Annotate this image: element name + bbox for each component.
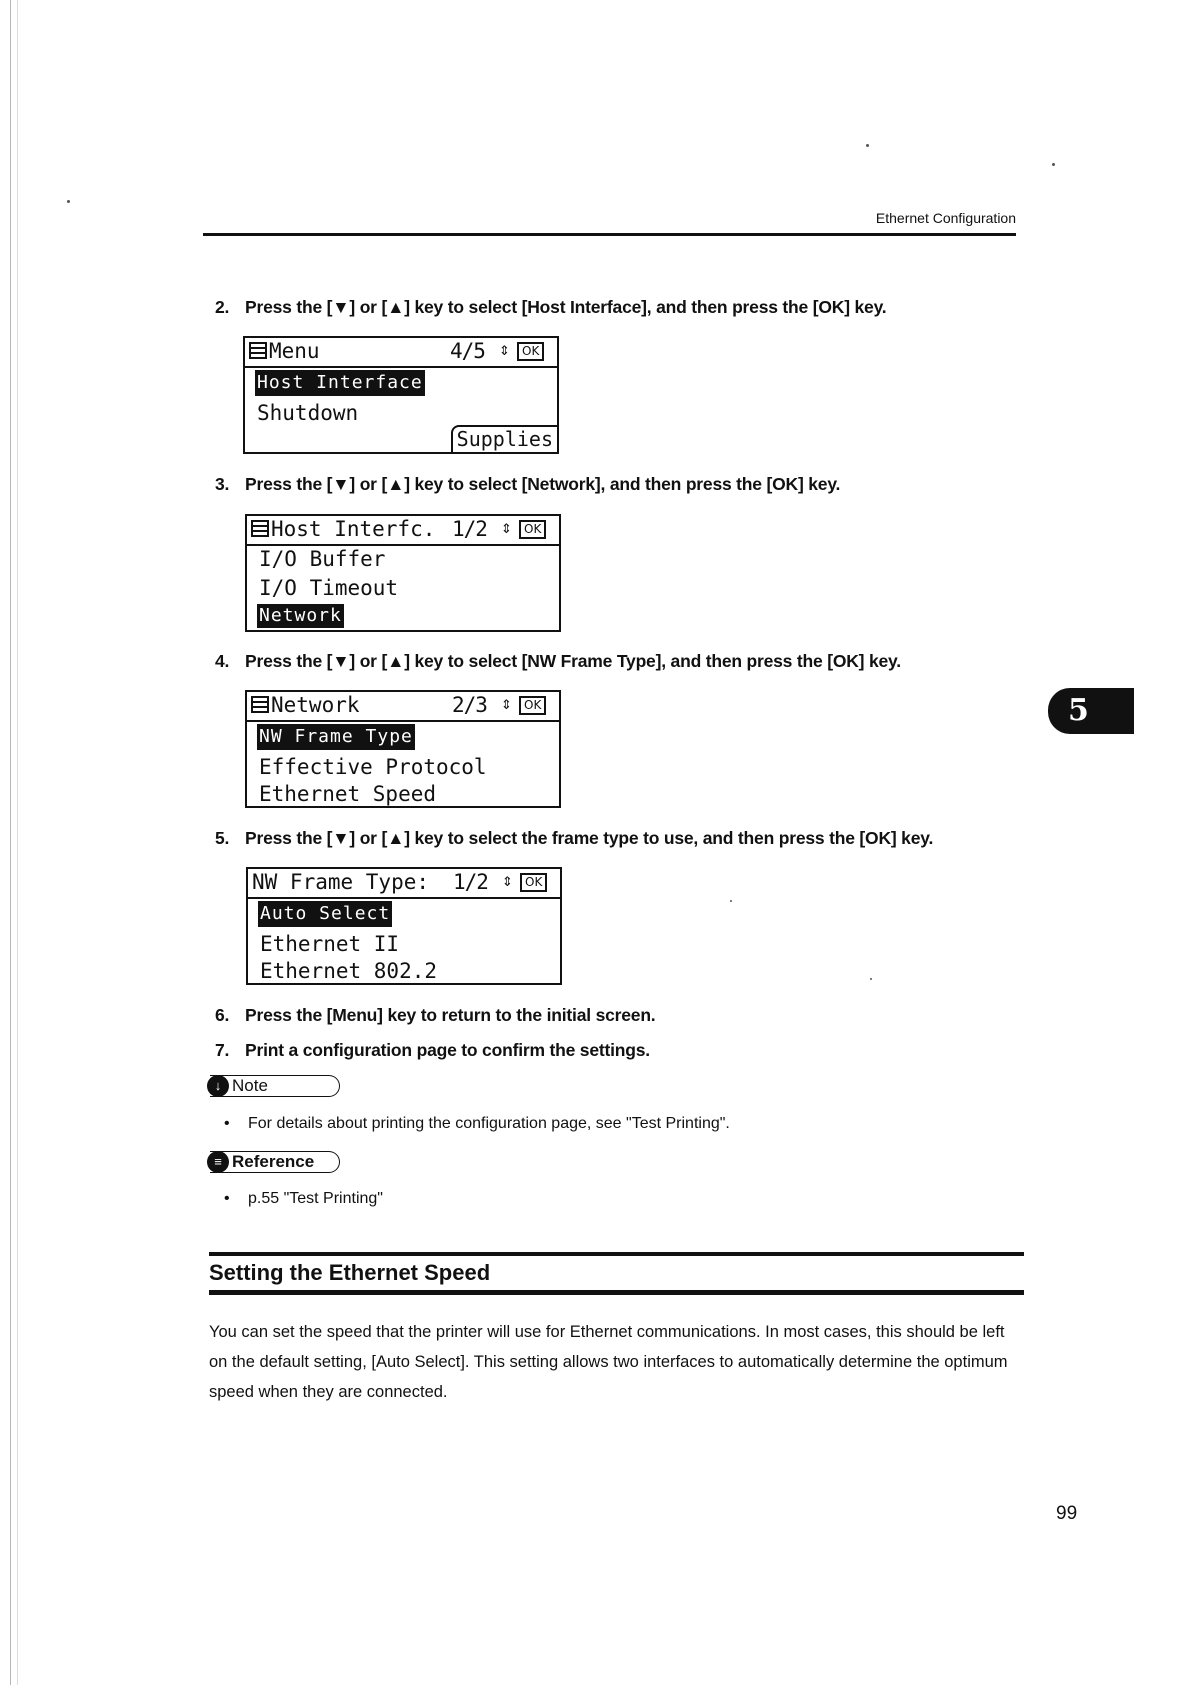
- bullet-icon: •: [224, 1115, 230, 1132]
- section-rule-top: [209, 1252, 1024, 1256]
- lcd-page-indicator: 1/2: [452, 517, 487, 541]
- lcd-title: Network: [251, 693, 360, 717]
- step-2: [215, 297, 886, 318]
- lcd-row: Ethernet II: [260, 932, 400, 956]
- step-number: 2.: [215, 297, 230, 317]
- scan-speck: [1052, 163, 1055, 166]
- lcd-row-selected: NW Frame Type: [257, 724, 415, 750]
- step-7: [215, 1040, 650, 1061]
- scroll-arrows-icon: ⇕: [501, 517, 512, 538]
- bullet-icon: •: [224, 1190, 230, 1207]
- reference-label: Reference: [232, 1152, 315, 1171]
- scan-speck: [67, 200, 70, 203]
- lcd-title: Host Interfc.: [251, 517, 435, 541]
- note-item-text: For details about printing the configuration page, see "Test Printing".: [248, 1115, 730, 1132]
- binding-edge-line: [17, 0, 18, 1685]
- lcd-title: NW Frame Type:: [252, 870, 430, 894]
- ok-key-icon: OK: [520, 873, 547, 892]
- reference-icon: ≡: [207, 1151, 229, 1173]
- lcd-row: Shutdown: [257, 401, 359, 425]
- step-text: Press the [Menu] key to return to the initial screen.: [245, 1005, 656, 1025]
- note-heading: [210, 1075, 340, 1097]
- reference-item-text: p.55 "Test Printing": [248, 1190, 383, 1207]
- menu-icon: [251, 696, 269, 713]
- note-label: Note: [232, 1076, 268, 1095]
- lcd-header: [247, 692, 559, 722]
- step-text: Press the [▼] or [▲] key to select [Host Interface], and then press the [OK] key.: [245, 297, 887, 317]
- running-head: Ethernet Configuration: [875, 210, 1016, 226]
- note-icon: ↓: [207, 1075, 229, 1097]
- menu-icon: [251, 520, 269, 537]
- step-number: 6.: [215, 1005, 230, 1025]
- lcd-row: Effective Protocol: [259, 755, 487, 779]
- page-number: 99: [1056, 1503, 1078, 1524]
- lcd-row-selected: Network: [259, 605, 342, 626]
- ok-key-icon: OK: [517, 342, 544, 361]
- note-item: [224, 1115, 730, 1133]
- lcd-row: I/O Timeout: [259, 576, 399, 600]
- lcd-row: Ethernet Speed: [259, 782, 437, 806]
- reference-heading: [210, 1151, 340, 1173]
- lcd-row: Ethernet 802.2: [260, 959, 438, 983]
- lcd-title: Menu: [249, 339, 320, 363]
- ok-key-icon: OK: [519, 696, 546, 715]
- scroll-arrows-icon: ⇕: [499, 339, 510, 360]
- section-rule-bottom: [209, 1290, 1024, 1295]
- scan-speck: [866, 144, 869, 147]
- lcd-screen-host-interface: [245, 514, 561, 632]
- scroll-arrows-icon: ⇕: [501, 693, 512, 714]
- step-3: [215, 474, 840, 495]
- step-text: Print a configuration page to confirm the settings.: [245, 1040, 650, 1060]
- lcd-header: [248, 869, 560, 899]
- step-text: Press the [▼] or [▲] key to select [Network], and then press the [OK] key.: [245, 474, 841, 494]
- step-number: 7.: [215, 1040, 230, 1060]
- lcd-screen-nw-frame-type: [246, 867, 562, 985]
- scroll-arrows-icon: ⇕: [502, 870, 513, 891]
- menu-icon: [249, 342, 267, 359]
- lcd-softkey-supplies: Supplies: [451, 425, 559, 454]
- lcd-screen-network: [245, 690, 561, 808]
- lcd-header: [245, 338, 557, 368]
- lcd-row-selected: Auto Select: [258, 901, 392, 927]
- step-6: [215, 1005, 655, 1026]
- section-title: Setting the Ethernet Speed: [209, 1260, 491, 1285]
- ok-key-icon: OK: [519, 520, 546, 539]
- step-number: 5.: [215, 828, 230, 848]
- scan-speck: [730, 900, 732, 902]
- lcd-row: I/O Buffer: [259, 547, 386, 571]
- binding-edge-line: [10, 0, 11, 1685]
- chapter-tab: 5: [1048, 688, 1134, 734]
- lcd-row-selected: Host Interface: [255, 370, 425, 396]
- lcd-screen-menu: [243, 336, 559, 454]
- step-5: [215, 828, 933, 849]
- step-number: 3.: [215, 474, 230, 494]
- lcd-page-indicator: 1/2: [453, 870, 488, 894]
- lcd-page-indicator: 2/3: [452, 693, 487, 717]
- reference-item: [224, 1190, 383, 1208]
- step-number: 4.: [215, 651, 230, 671]
- lcd-header: [247, 516, 559, 546]
- scan-speck: [870, 978, 872, 980]
- step-text: Press the [▼] or [▲] key to select the frame type to use, and then press the [OK] key.: [245, 828, 934, 848]
- step-4: [215, 651, 901, 672]
- step-text: Press the [▼] or [▲] key to select [NW Frame Type], and then press the [OK] key.: [245, 651, 901, 671]
- header-rule: [203, 233, 1016, 236]
- section-body: You can set the speed that the printer will use for Ethernet communications. In most cases, this should be left on the default setting, [Auto Select]. This setting allows two interfaces to automatically determine the optimum speed when they are connected.: [209, 1323, 1008, 1401]
- lcd-page-indicator: 4/5: [450, 339, 485, 363]
